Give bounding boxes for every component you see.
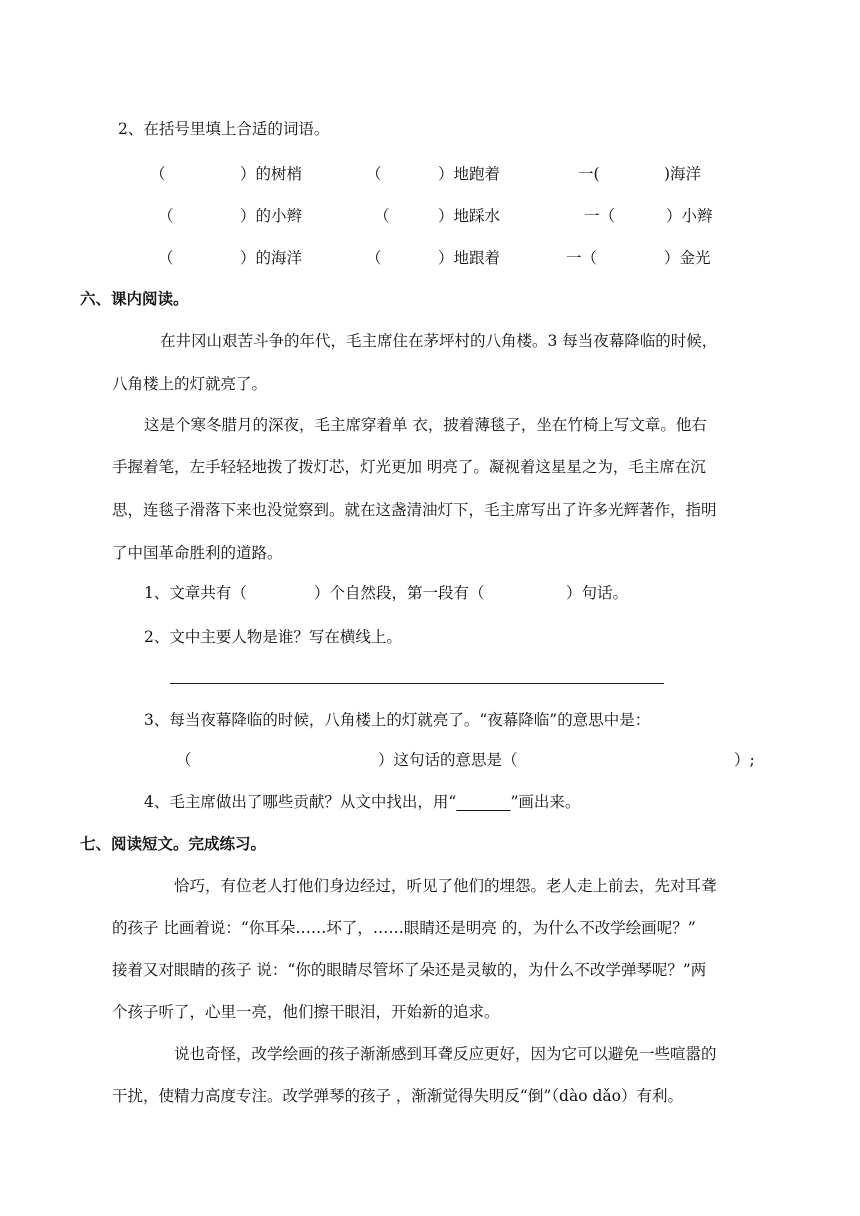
question-6-4 [144,791,580,813]
q-text: ”画出来。 [510,793,581,811]
phrase: ）的小辫 [240,207,303,225]
question-6-3: 3、每当夜幕降临的时候，八角楼上的灯就亮了。“夜幕降临”的意思中是： [144,711,651,729]
answer-line [170,683,664,684]
passage-line: 这是个寒冬腊月的深夜，毛主席穿着单 衣，披着薄毯子，坐在竹椅上写文章。他右 [144,416,707,434]
phrase: ）地跟着 [438,249,501,267]
passage-line: 了中国革命胜利的道路。 [112,544,283,562]
passage-line: 手握着笔，左手轻轻地拨了拨灯芯，灯光更加 明亮了。凝视着这星星之为，毛主席在沉 [112,458,706,476]
passage-line: 干扰，使精力高度专注。改学弹琴的孩子 ，渐渐觉得失明反“倒”（dào dǎo）有利。 [112,1087,683,1105]
q-text: ）; [734,751,755,769]
passage-line: 在井冈山艰苦斗争的年代，毛主席住在茅坪村的八角楼。3 每当夜幕降临的时候， [160,332,718,350]
passage-line: 个孩子听了，心里一亮，他们擦干眼泪，开始新的追求。 [112,1003,500,1021]
phrase: ）小辫 [666,207,713,225]
phrase: )海洋 [664,165,702,183]
section-7-heading: 七、阅读短文。完成练习。 [80,835,267,853]
q-text: 4、毛主席做出了哪些贡献？从文中找出，用“ [144,793,457,811]
phrase: ）地跑着 [438,165,501,183]
phrase: ）地踩水 [438,207,501,225]
paren-open: （ [374,207,390,225]
phrase: 一（ [584,207,616,225]
paren-open: （ [366,249,382,267]
paren-open: （ [158,249,174,267]
phrase: ）的海洋 [240,249,303,267]
passage-line: 八角楼上的灯就亮了。 [112,375,268,393]
q-text: 1、文章共有（ [144,584,247,602]
section-6-heading: 六、课内阅读。 [80,290,189,308]
passage-line: 的孩子 比画着说：“你耳朵……坏了，……眼睛还是明亮 的，为什么不改学绘画呢？” [112,919,696,937]
paren-open: （ [176,751,192,769]
fill-row-3 [0,246,860,270]
passage-line: 接着又对眼睛的孩子 说：“你的眼睛尽管坏了朵还是灵敏的，为什么不改学弹琴呢？”两 [112,961,707,979]
phrase: 一（ [566,249,598,267]
passage-line: 恰巧，有位老人打他们身边经过，听见了他们的埋怨。老人走上前去，先对耳聋 [174,877,717,895]
underline-sample [456,793,510,811]
paren-open: （ [366,165,382,183]
q-text: ）这句话的意思是（ [378,751,518,769]
question-6-1 [144,582,764,604]
phrase: ）的树梢 [240,165,303,183]
passage-line: 思，连毯子滑落下来也没觉察到。就在这盏清油灯下，毛主席写出了许多光辉著作，指明 [112,501,717,519]
fill-row-2 [0,204,860,228]
fill-row-1 [0,162,860,186]
q-text: ）句话。 [566,584,629,602]
phrase: 一( [578,165,600,183]
phrase: ）金光 [664,249,711,267]
question-2-title: 2、在括号里填上合适的词语。 [118,120,330,138]
question-6-2: 2、文中主要人物是谁？写在横线上。 [144,628,402,646]
paren-open: （ [150,165,166,183]
q-text: ）个自然段，第一段有（ [314,584,485,602]
paren-open: （ [158,207,174,225]
passage-line: 说也奇怪，改学绘画的孩子渐渐感到耳聋反应更好，因为它可以避免一些喧嚣的 [174,1045,717,1063]
